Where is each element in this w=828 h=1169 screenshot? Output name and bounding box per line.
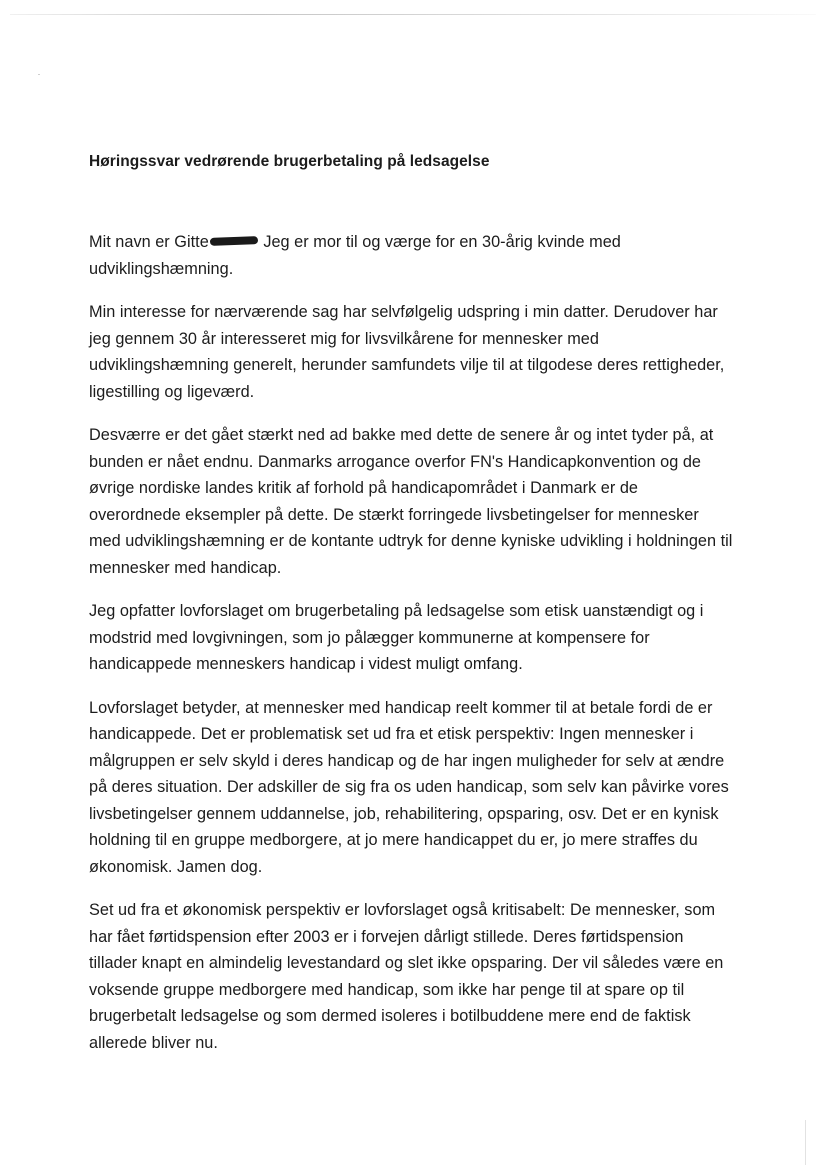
intro-text-start: Mit navn er Gitte <box>89 233 209 251</box>
scan-edge-line <box>10 14 816 15</box>
scan-edge-line <box>805 1120 806 1165</box>
paragraph-interest: Min interesse for nærværende sag har selvfølgelig udspring i min datter. Derudover har jeg gennem 30 år interesseret mig for livsvilkårene for mennesker med udviklingshæmning generelt, herunder samfundets vilje til at tilgodese deres rettigheder, ligestilling og ligeværd. <box>89 303 725 401</box>
letter-body <box>89 150 734 1073</box>
paragraph-economic-perspective: Set ud fra et økonomisk perspektiv er lovforslaget også kritisabelt: De mennesker, som har fået førtidspension efter 2003 er i forvejen dårligt stillede. Deres førtidspension tillader knapt en almindelig levestandard og slet ikke opsparing. Der vil således være en voksende gruppe medborgere med handicap, som ikke har penge til at spare op til brugerbetalt ledsagelse og som dermed isoleres i botilbuddene mere end de faktisk allerede bliver nu. <box>89 901 724 1052</box>
document-title: Høringssvar vedrørende brugerbetaling på ledsagelse <box>89 153 490 170</box>
paragraph-decline: Desværre er det gået stærkt ned ad bakke med dette de senere år og intet tyder på, at bunden er nået endnu. Danmarks arrogance overfor FN's Handicapkonvention og de øvrige nordiske landes kritik af forhold på handicapområdet i Danmark er de overordnede eksempler på dette. De stærkt forringede livsbetingelser for mennesker med udviklingshæmning er de kontante udtryk for denne kyniske udvikling i holdningen til mennesker med handicap. <box>89 426 733 577</box>
redacted-surname <box>210 236 258 246</box>
paragraph-ethical-perspective: Lovforslaget betyder, at mennesker med handicap reelt kommer til at betale fordi de er handicappede. Det er problematisk set ud fra et etisk perspektiv: Ingen mennesker i målgruppen er selv skyld i deres handicap og de har ingen muligheder for selv at ændre på deres situation. Der adskiller de sig fra os uden handicap, som selv kan påvirke vores livsbetingelser gennem uddannelse, job, rehabilitering, opsparing, osv. Det er en kynisk holdning til en gruppe medborgere, at jo mere handicappet du er, jo mere straffes du økonomisk. Jamen dog. <box>89 698 729 876</box>
paragraph-ethics-law: Jeg opfatter lovforslaget om brugerbetaling på ledsagelse som etisk uanstændigt og i modstrid med lovgivningen, som jo pålægger kommunerne at kompensere for handicappede menneskers handicap i videst muligt omfang. <box>89 602 704 673</box>
scan-artifact <box>38 74 40 75</box>
intro-text-end: Jeg er mor til og værge for en 30-årig kvinde med udviklingshæmning. <box>89 233 621 278</box>
intro-paragraph <box>89 229 734 282</box>
